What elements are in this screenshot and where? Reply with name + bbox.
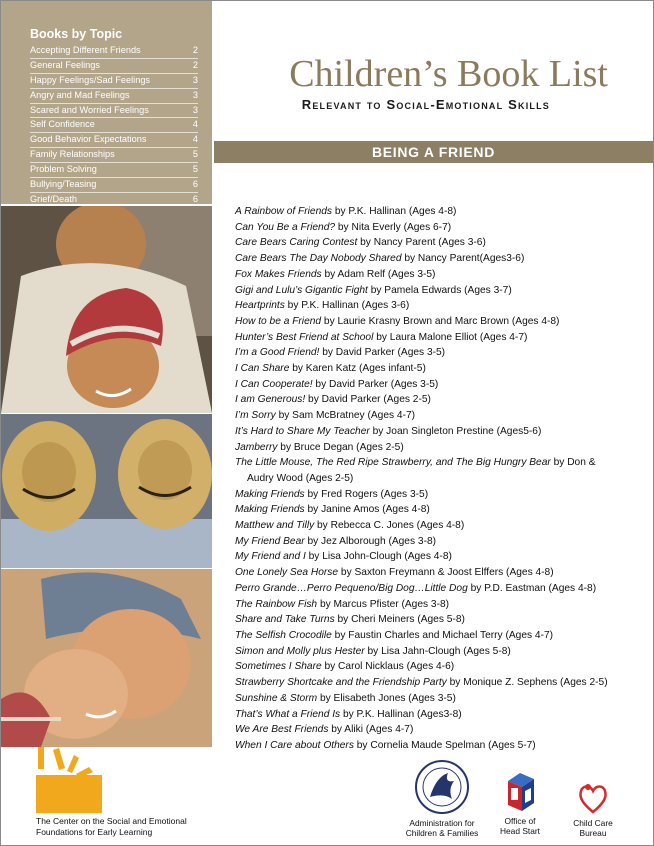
book-author-ages: by Bruce Degan (Ages 2-5) <box>277 441 404 453</box>
book-entry <box>235 612 615 628</box>
book-author-ages: by Lisa Jahn-Clough (Ages 5-8) <box>364 645 511 657</box>
book-entry <box>235 738 615 754</box>
book-author-ages: by Faustin Charles and Michael Terry (Ages 4-7) <box>331 629 554 641</box>
topic-row <box>30 44 198 59</box>
book-entry <box>235 581 615 597</box>
book-author-ages: by Marcus Pfister (Ages 3-8) <box>317 598 450 610</box>
book-author-ages: by Pamela Edwards (Ages 3-7) <box>367 284 512 296</box>
topic-page-number: 2 <box>192 59 198 70</box>
book-author-ages: by Adam Relf (Ages 3-5) <box>321 268 436 280</box>
acf-label-line1: Administration for <box>409 817 475 828</box>
book-title: The Rainbow Fish <box>235 598 318 610</box>
book-author-ages: by Cornelia Maude Spelman (Ages 5-7) <box>353 739 536 751</box>
photo-straw-hats <box>1 414 212 568</box>
topic-page-number: 5 <box>192 149 198 160</box>
book-title: Hunter’s Best Friend at School <box>235 331 374 343</box>
book-author-ages: by P.K. Hallinan (Ages 4-8) <box>332 206 457 217</box>
book-entry <box>235 408 615 424</box>
book-entry <box>235 330 615 346</box>
book-author-ages: by Nita Everly (Ages 6-7) <box>335 221 452 233</box>
book-title: I’m a Good Friend! <box>235 347 320 359</box>
book-entry <box>235 220 615 236</box>
book-title: A Rainbow of Friends <box>235 206 333 217</box>
book-author-ages: by David Parker (Ages 3-5) <box>312 378 439 390</box>
topic-row <box>30 133 198 148</box>
topic-page-number: 4 <box>192 119 198 130</box>
book-title: Simon and Molly plus Hester <box>235 645 365 657</box>
topic-page-number: 3 <box>192 104 198 115</box>
page-subtitle: Relevant to Social-Emotional Skills <box>301 97 550 112</box>
book-title: How to be a Friend <box>235 315 322 327</box>
topic-row <box>30 178 198 193</box>
book-entry <box>235 659 615 675</box>
book-title: We Are Best Friends <box>235 724 329 736</box>
acf-label-line2: Children & Families <box>405 828 479 838</box>
topic-label: Accepting Different Friends <box>30 45 141 55</box>
topic-page-number: 6 <box>192 179 198 190</box>
book-title: Care Bears Caring Contest <box>235 237 358 249</box>
csefel-logo <box>34 745 106 818</box>
book-title: When I Care about Others <box>235 739 354 751</box>
sun-icon <box>34 745 106 813</box>
book-title: Sunshine & Storm <box>235 692 318 704</box>
topic-row <box>30 104 198 119</box>
csefel-name-line2: Foundations for Early Learning <box>36 827 153 837</box>
book-title: The Little Mouse, The Red Ripe Strawberry, and The Big Hungry Bear <box>235 457 551 469</box>
book-author-ages: by David Parker (Ages 2-5) <box>305 394 431 406</box>
book-title: Perro Grande…Perro Pequeno/Big Dog…Little Dog <box>235 582 468 594</box>
book-author-ages: by Don & Audry Wood (Ages 2-5) <box>247 457 596 484</box>
topic-label: Self Confidence <box>30 119 95 130</box>
book-title: The Selfish Crocodile <box>235 629 332 641</box>
book-title: Sometimes I Share <box>235 661 322 673</box>
book-author-ages: by Nancy Parent (Ages 3-6) <box>357 237 486 249</box>
head-start-label-line2: Head Start <box>499 826 541 836</box>
book-entry <box>235 628 615 644</box>
topic-label: Scared and Worried Feelings <box>30 104 149 115</box>
topic-label: Angry and Mad Feelings <box>30 89 130 100</box>
topic-row <box>30 148 198 163</box>
book-entry <box>235 597 615 613</box>
book-entry <box>235 424 615 440</box>
topic-label: Happy Feelings/Sad Feelings <box>30 74 151 85</box>
book-entry <box>235 707 615 723</box>
topic-row <box>30 74 198 89</box>
topic-row <box>30 118 198 133</box>
topic-label: Good Behavior Expectations <box>30 134 147 145</box>
book-author-ages: by Monique Z. Sephens (Ages 2-5) <box>446 677 608 689</box>
book-author-ages: by P.K. Hallinan (Ages 3-6) <box>284 300 410 312</box>
book-title: Share and Take Turns <box>235 614 335 626</box>
book-entry <box>235 487 615 503</box>
book-entry <box>235 455 615 486</box>
book-entry <box>235 675 615 691</box>
topic-label: General Feelings <box>30 59 100 70</box>
acf-logo <box>398 759 486 839</box>
book-title: My Friend Bear <box>235 535 305 547</box>
topic-page-number: 3 <box>192 89 198 100</box>
hugging-boys-photo-art <box>1 569 212 747</box>
book-title: Care Bears The Day Nobody Shared <box>235 253 402 265</box>
book-entry <box>235 534 615 550</box>
book-entry <box>235 235 615 251</box>
book-title: Matthew and Tilly <box>235 520 315 532</box>
book-entry <box>235 502 615 518</box>
sidebar-heading: Books by Topic <box>30 27 123 41</box>
book-author-ages: by Aliki (Ages 4-7) <box>328 724 414 736</box>
book-title: Gigi and Lulu’s Gigantic Fight <box>235 284 368 296</box>
book-entry <box>235 377 615 393</box>
book-entry <box>235 722 615 738</box>
section-title: BEING A FRIEND <box>371 144 496 160</box>
book-entry <box>235 518 615 534</box>
book-entry <box>235 345 615 361</box>
book-author-ages: by Karen Katz (Ages infant-5) <box>289 363 426 375</box>
csefel-name-line1: The Center on the Social and Emotional <box>36 816 187 826</box>
child-care-bureau-label-line1: Child Care <box>573 817 613 828</box>
topic-sidebar <box>1 1 212 204</box>
child-care-bureau-logo <box>563 781 623 839</box>
book-title: Strawberry Shortcake and the Friendship Party <box>235 677 447 689</box>
head-start-block-icon <box>502 771 538 813</box>
photo-smiling-boys <box>1 206 212 413</box>
book-entry <box>235 283 615 299</box>
topic-list <box>30 44 198 208</box>
book-entry <box>235 392 615 408</box>
topic-label: Problem Solving <box>30 164 97 175</box>
book-author-ages: by Elisabeth Jones (Ages 3-5) <box>317 692 456 704</box>
topic-page-number: 5 <box>192 164 198 175</box>
child-care-bureau-label-line2: Bureau <box>579 828 607 838</box>
book-title: I Can Cooperate! <box>235 378 313 390</box>
book-author-ages: by P.K. Hallinan (Ages3-8) <box>340 708 462 720</box>
book-entry <box>235 204 615 220</box>
head-start-label-line1: Office of <box>504 815 536 826</box>
book-title: Heartprints <box>235 300 285 312</box>
book-author-ages: by Janine Amos (Ages 4-8) <box>304 504 430 516</box>
csefel-name <box>36 816 187 838</box>
book-author-ages: by Joan Singleton Prestine (Ages5-6) <box>369 425 542 437</box>
topic-label: Bullying/Teasing <box>30 179 97 190</box>
book-author-ages: by Nancy Parent(Ages3-6) <box>401 253 525 265</box>
topic-page-number: 4 <box>192 134 198 145</box>
book-list <box>235 204 615 754</box>
book-title: My Friend and I <box>235 551 306 563</box>
book-entry <box>235 251 615 267</box>
book-entry <box>235 314 615 330</box>
book-title: One Lonely Sea Horse <box>235 567 339 579</box>
smiling-boys-photo-art <box>1 206 212 413</box>
book-entry <box>235 267 615 283</box>
book-entry <box>235 549 615 565</box>
book-title: Fox Makes Friends <box>235 268 322 280</box>
topic-row <box>30 163 198 178</box>
book-author-ages: by Saxton Freymann & Joost Elffers (Ages 4-8) <box>338 567 554 579</box>
book-author-ages: by Laurie Krasny Brown and Marc Brown (Ages 4-8) <box>321 315 560 327</box>
book-author-ages: by Cheri Meiners (Ages 5-8) <box>334 614 465 626</box>
book-title: That’s What a Friend Is <box>235 708 341 720</box>
head-start-logo <box>490 771 550 837</box>
book-title: It’s Hard to Share My Teacher <box>235 425 370 437</box>
book-title: I Can Share <box>235 363 290 375</box>
book-author-ages: by Rebecca C. Jones (Ages 4-8) <box>314 520 465 532</box>
topic-page-number: 3 <box>192 74 198 85</box>
topic-page-number: 2 <box>192 45 198 55</box>
straw-hats-photo-art <box>1 414 212 568</box>
book-author-ages: by Lisa John-Clough (Ages 4-8) <box>305 551 452 563</box>
book-author-ages: by Fred Rogers (Ages 3-5) <box>304 488 429 500</box>
book-title: Jamberry <box>235 441 278 453</box>
book-author-ages: by P.D. Eastman (Ages 4-8) <box>467 582 597 594</box>
book-author-ages: by Carol Nicklaus (Ages 4-6) <box>321 661 455 673</box>
photo-hugging-boys <box>1 569 212 747</box>
book-entry <box>235 298 615 314</box>
book-title: Can You Be a Friend? <box>235 221 336 233</box>
book-title: I’m Sorry <box>235 410 276 422</box>
page-title: Children’s Book List <box>289 53 608 95</box>
acf-seal-icon <box>414 759 470 815</box>
topic-page-number: 6 <box>192 193 198 204</box>
book-entry <box>235 361 615 377</box>
topic-label: Family Relationships <box>30 149 115 160</box>
topic-row <box>30 59 198 74</box>
book-title: Making Friends <box>235 488 305 500</box>
book-author-ages: by Sam McBratney (Ages 4-7) <box>275 410 416 422</box>
book-title: Making Friends <box>235 504 305 516</box>
book-entry <box>235 440 615 456</box>
book-entry <box>235 691 615 707</box>
topic-row <box>30 89 198 104</box>
heart-icon <box>576 781 610 815</box>
topic-label: Grief/Death <box>30 193 77 204</box>
book-author-ages: by David Parker (Ages 3-5) <box>319 347 446 359</box>
book-title: I am Generous! <box>235 394 306 406</box>
book-entry <box>235 644 615 660</box>
book-entry <box>235 565 615 581</box>
book-author-ages: by Jez Alborough (Ages 3-8) <box>304 535 437 547</box>
book-author-ages: by Laura Malone Elliot (Ages 4-7) <box>373 331 528 343</box>
